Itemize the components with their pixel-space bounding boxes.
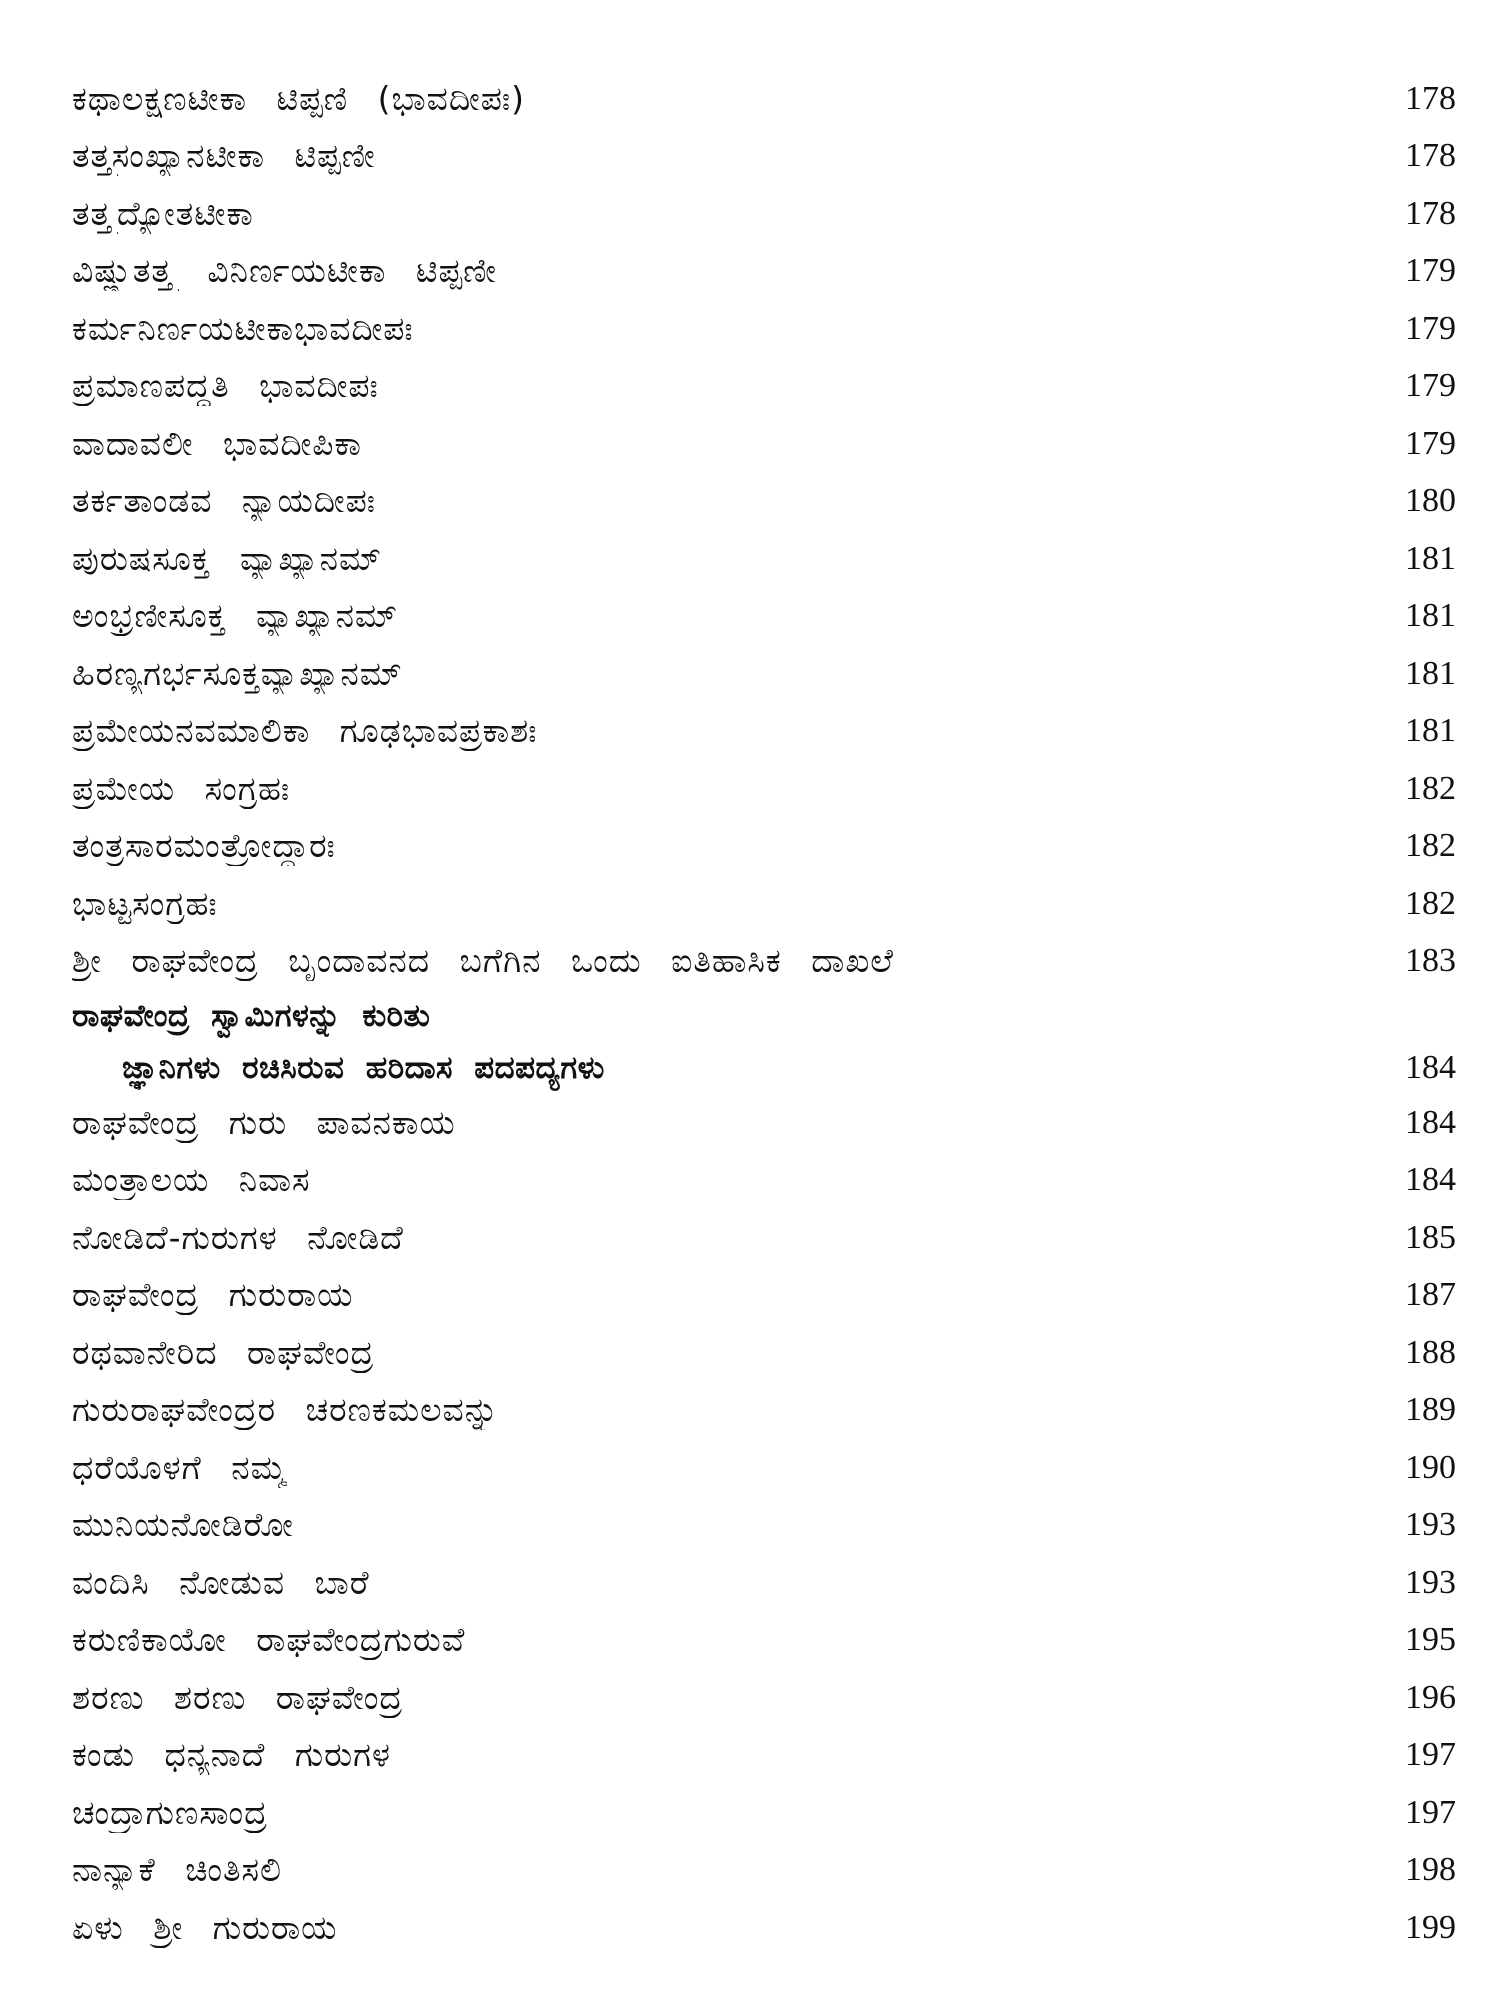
toc-entry-page: 187 — [1405, 1276, 1456, 1314]
toc-entry-title: ಅಂಭ್ರಣೀಸೂಕ್ತ ವ್ಯಾಖ್ಯಾನಮ್ — [72, 596, 398, 636]
toc-entry-page: 179 — [1405, 367, 1456, 405]
toc-entry-page: 188 — [1405, 1333, 1456, 1371]
toc-entry — [72, 933, 1462, 991]
toc-entry-page: 196 — [1405, 1678, 1456, 1716]
toc-entry-title: ತರ್ಕತಾಂಡವ ನ್ಯಾಯದೀಪಃ — [72, 481, 376, 521]
toc-entry-page: 182 — [1405, 827, 1456, 865]
section-heading-line2-text: ಜ್ಞಾನಿಗಳು ರಚಿಸಿರುವ ಹರಿದಾಸ ಪದಪದ್ಯಗಳು — [122, 1049, 605, 1086]
toc-entry — [72, 70, 1462, 128]
toc-entry-page: 181 — [1405, 597, 1456, 635]
toc-entry — [72, 1727, 1462, 1785]
toc-entry-title: ಪ್ರಮಾಣಪದ್ಧತಿ ಭಾವದೀಪಃ — [72, 366, 379, 406]
toc-entry — [72, 1382, 1462, 1440]
toc-entry-title: ತತ್ತ್ವಸಂಖ್ಯಾನಟೀಕಾ ಟಿಪ್ಪಣೀ — [72, 136, 376, 176]
section-heading — [72, 990, 1462, 1094]
toc-entry-title: ಏಳು ಶ್ರೀ ಗುರುರಾಯ — [72, 1907, 338, 1947]
toc-entry-page: 184 — [1405, 1103, 1456, 1141]
toc-entry — [72, 473, 1462, 531]
toc-entry-title: ಹಿರಣ್ಯಗರ್ಭಸೂಕ್ತವ್ಯಾಖ್ಯಾನಮ್ — [72, 653, 403, 693]
toc-entry-title: ಗುರುರಾಘವೇಂದ್ರರ ಚರಣಕಮಲವನ್ನು — [72, 1390, 500, 1430]
toc-entry-page: 193 — [1405, 1563, 1456, 1601]
toc-entry — [72, 1152, 1462, 1210]
toc-entry-page: 180 — [1405, 482, 1456, 520]
toc-entry-title: ಮಂತ್ರಾಲಯ ನಿವಾಸ — [72, 1160, 311, 1200]
toc-entry-title: ಶ್ರೀ ರಾಘವೇಂದ್ರ ಬೃಂದಾವನದ ಬಗೆಗಿನ ಒಂದು ಐತಿಹಾಸಿಕ ದಾಖಲೆ — [72, 941, 894, 981]
toc-entry — [72, 243, 1462, 301]
section-heading-page: 184 — [1405, 1049, 1456, 1086]
toc-entry — [72, 1842, 1462, 1900]
toc-entry — [72, 588, 1462, 646]
toc-entry-title: ವಿಷ್ಣುತತ್ತ್ವ ವಿನಿರ್ಣಯಟೀಕಾ ಟಿಪ್ಪಣೀ — [72, 251, 498, 291]
section-heading-line1-text: ರಾಘವೇಂದ್ರ ಸ್ವಾಮಿಗಳನ್ನು ಕುರಿತು — [72, 997, 431, 1034]
toc-entry — [72, 703, 1462, 761]
toc-entry-page: 179 — [1405, 252, 1456, 290]
toc-entry — [72, 875, 1462, 933]
toc-entry — [72, 415, 1462, 473]
toc-entry-title: ಮುನಿಯನೋಡಿರೋ — [72, 1505, 294, 1545]
toc-entry — [72, 818, 1462, 876]
toc-entry-title: ಪ್ರಮೇಯನವಮಾಲಿಕಾ ಗೂಢಭಾವಪ್ರಕಾಶಃ — [72, 711, 538, 751]
toc-entry-title: ಕರುಣಿಕಾಯೋ ರಾಘವೇಂದ್ರಗುರುವೆ — [72, 1620, 466, 1660]
toc-entry-title: ರಾಘವೇಂದ್ರ ಗುರುರಾಯ — [72, 1275, 354, 1315]
toc-entry-page: 181 — [1405, 654, 1456, 692]
toc-entry — [72, 1784, 1462, 1842]
toc-entry-page: 182 — [1405, 769, 1456, 807]
toc-entry-page: 198 — [1405, 1851, 1456, 1889]
toc-entry — [72, 185, 1462, 243]
toc-entry — [72, 1267, 1462, 1325]
toc-entry-page: 199 — [1405, 1908, 1456, 1946]
toc-entry-title: ವಾದಾವಲೀ ಭಾವದೀಪಿಕಾ — [72, 423, 362, 463]
toc-entry-page: 181 — [1405, 539, 1456, 577]
toc-entry-title: ಪ್ರಮೇಯ ಸಂಗ್ರಹಃ — [72, 768, 291, 808]
toc-entry-page: 193 — [1405, 1506, 1456, 1544]
toc-entry — [72, 645, 1462, 703]
toc-entry — [72, 1209, 1462, 1267]
toc-entry-page: 181 — [1405, 712, 1456, 750]
toc-entry — [72, 1612, 1462, 1670]
toc-entry-page: 183 — [1405, 942, 1456, 980]
toc-entry-page: 189 — [1405, 1391, 1456, 1429]
toc-entry-title: ತತ್ತ್ವದ್ಯೋತಟೀಕಾ — [72, 193, 254, 233]
toc-entry-title: ಕಂಡು ಧನ್ಯನಾದೆ ಗುರುಗಳ — [72, 1735, 391, 1775]
toc-entry — [72, 300, 1462, 358]
section-heading-line1 — [72, 990, 1462, 1042]
toc-entry — [72, 1094, 1462, 1152]
toc-entry-page: 195 — [1405, 1621, 1456, 1659]
toc-entry — [72, 1669, 1462, 1727]
toc-entry — [72, 128, 1462, 186]
toc-entry-page: 178 — [1405, 194, 1456, 232]
section-heading-line2 — [72, 1042, 1462, 1094]
toc-entry-title: ತಂತ್ರಸಾರಮಂತ್ರೋದ್ಧಾರಃ — [72, 826, 336, 866]
table-of-contents — [72, 70, 1462, 1957]
toc-entry — [72, 760, 1462, 818]
toc-entry — [72, 358, 1462, 416]
toc-entry-page: 185 — [1405, 1218, 1456, 1256]
toc-entry-title: ನಾನ್ಯಾಕೆ ಚಿಂತಿಸಲಿ — [72, 1850, 283, 1890]
toc-entry — [72, 1899, 1462, 1957]
toc-entry-page: 179 — [1405, 309, 1456, 347]
toc-entry-title: ಶರಣು ಶರಣು ರಾಘವೇಂದ್ರ — [72, 1677, 404, 1717]
toc-entry-page: 190 — [1405, 1448, 1456, 1486]
toc-entry-title: ರಥವಾನೇರಿದ ರಾಘವೇಂದ್ರ — [72, 1332, 375, 1372]
toc-entry-title: ಪುರುಷಸೂಕ್ತ ವ್ಯಾಖ್ಯಾನಮ್ — [72, 538, 383, 578]
toc-entry-title: ಕಥಾಲಕ್ಷಣಟೀಕಾ ಟಿಪ್ಪಣಿ (ಭಾವದೀಪಃ) — [72, 78, 525, 118]
toc-entry-title: ಧರೆಯೊಳಗೆ ನಮ್ಮ — [72, 1447, 288, 1487]
toc-entry-page: 179 — [1405, 424, 1456, 462]
toc-entry-title: ರಾಘವೇಂದ್ರ ಗುರು ಪಾವನಕಾಯ — [72, 1102, 456, 1142]
toc-entry-page: 197 — [1405, 1736, 1456, 1774]
toc-entry-title: ಕರ್ಮನಿರ್ಣಯಟೀಕಾಭಾವದೀಪಃ — [72, 308, 414, 348]
toc-entry-page: 182 — [1405, 884, 1456, 922]
toc-entry-page: 197 — [1405, 1793, 1456, 1831]
toc-entry — [72, 1439, 1462, 1497]
toc-entry-title: ವಂದಿಸಿ ನೋಡುವ ಬಾರೆ — [72, 1562, 370, 1602]
toc-entry — [72, 530, 1462, 588]
toc-entry-page: 178 — [1405, 137, 1456, 175]
toc-entry-title: ನೋಡಿದೆ-ಗುರುಗಳ ನೋಡಿದೆ — [72, 1217, 404, 1257]
toc-entry — [72, 1554, 1462, 1612]
toc-entry — [72, 1324, 1462, 1382]
toc-entry-page: 178 — [1405, 79, 1456, 117]
toc-entry-title: ಭಾಟ್ಟಸಂಗ್ರಹಃ — [72, 883, 218, 923]
toc-entry-title: ಚಂದ್ರಾಗುಣಸಾಂದ್ರ — [72, 1792, 268, 1832]
toc-entry — [72, 1497, 1462, 1555]
toc-entry-page: 184 — [1405, 1161, 1456, 1199]
